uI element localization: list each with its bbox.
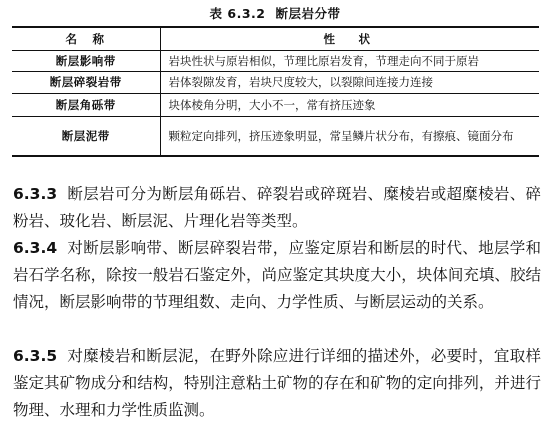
zone-property-cell: 岩体裂隙发育，岩块尺度较大，以裂隙间连接力连接 (160, 72, 539, 94)
clause-text: 对断层影响带、断层碎裂岩带，应鉴定原岩和断层的时代、地层学和岩石学名称，除按一般岩石鉴定外，尚应鉴定其块度大小，块体间充填、胶结情况，断层影响带的节理组数、走向、力学性质、与断层运动的关系。 (13, 239, 541, 311)
zone-name-cell: 断层影响带 (12, 51, 160, 72)
table-row (12, 117, 539, 157)
table-row (12, 94, 539, 117)
zone-name-cell: 断层泥带 (12, 117, 160, 157)
fault-rock-zones-table (12, 26, 539, 157)
section-number: 6.3.5 (13, 347, 58, 365)
clause-text: 断层岩可分为断层角砾岩、碎裂岩或碎斑岩、糜棱岩或超糜棱岩、碎粉岩、玻化岩、断层泥、片理化岩等类型。 (13, 185, 541, 230)
zone-name-cell: 断层角砾带 (12, 94, 160, 117)
table-number: 表 6.3.2 (209, 6, 266, 21)
table-caption (0, 4, 550, 22)
clause-paragraph (13, 181, 541, 235)
table-row (12, 72, 539, 94)
column-header-name: 名 称 (12, 27, 160, 51)
zone-property-cell: 块体棱角分明，大小不一，常有挤压迹象 (160, 94, 539, 117)
section-number: 6.3.3 (13, 185, 58, 203)
table-row (12, 51, 539, 72)
table-title: 断层岩分带 (275, 6, 341, 21)
clause-paragraph (13, 235, 541, 316)
column-header-property: 性 状 (160, 27, 539, 51)
clause-text: 对糜棱岩和断层泥，在野外除应进行详细的描述外，必要时，宜取样鉴定其矿物成分和结构，特别注意粘土矿物的存在和矿物的定向排列，并进行物理、水理和力学性质监测。 (13, 347, 541, 419)
zone-property-cell: 岩块性状与原岩相似，节理比原岩发育，节理走向不同于原岩 (160, 51, 539, 72)
section-number: 6.3.4 (13, 239, 58, 257)
zone-name-cell: 断层碎裂岩带 (12, 72, 160, 94)
zone-property-cell: 颗粒定向排列，挤压迹象明显，常呈鳞片状分布，有擦痕、镜面分布 (160, 117, 539, 157)
table-header-row (12, 27, 539, 51)
clause-paragraph (13, 343, 541, 424)
